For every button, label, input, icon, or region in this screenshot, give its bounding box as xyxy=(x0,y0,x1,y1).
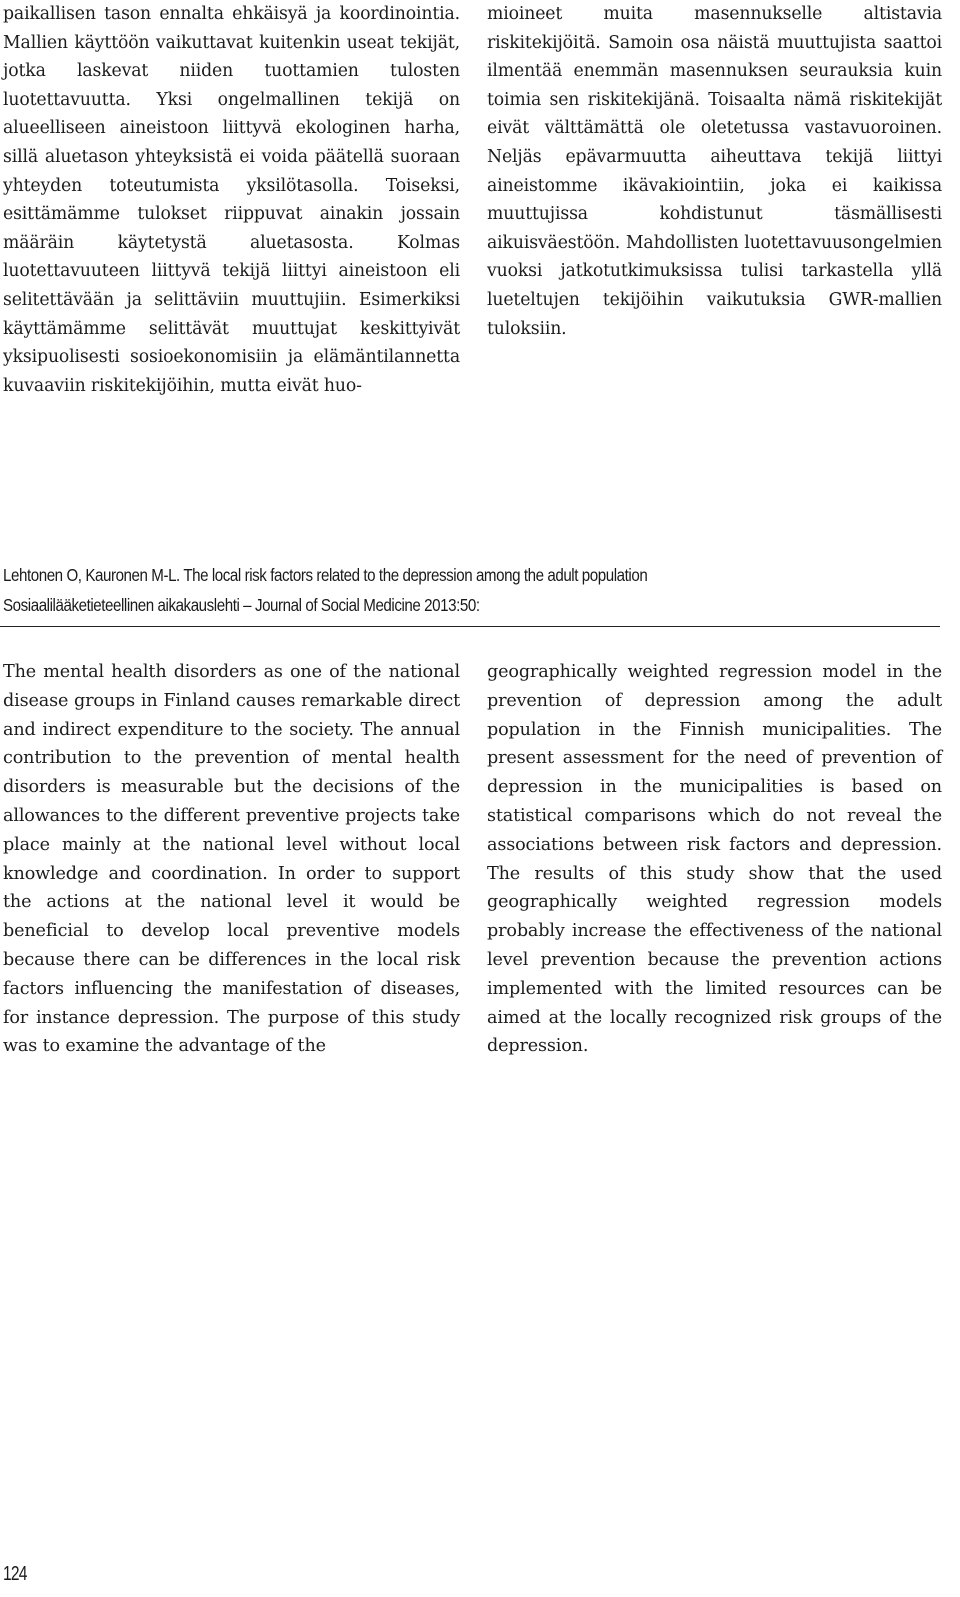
abstract-right-column xyxy=(487,658,942,1061)
page-number: 124 xyxy=(3,1563,27,1585)
abstract-paragraph-right: geographically weighted regression model in the prevention of depression among the adult population in the Finnish municipalities. The present assessment for the need of prevention of depression in the municipalities is based on statistical comparisons which do not reveal the associations between risk factors and depression. The results of this study show that the used geographically weighted regression models probably increase the effectiveness of the national level prevention because the prevention actions implemented with the limited resources can be aimed at the locally recognized risk groups of the depression. xyxy=(487,662,942,1057)
section-divider xyxy=(0,626,940,627)
finnish-paragraph-right: mioineet muita masennukselle altistavia riskitekijöitä. Samoin osa näistä muuttujista saattoi ilmentää enemmän masennuksen seurauksia kuin toimia sen riskitekijänä. Toisaalta nämä riskitekijät eivät välttämättä ole oletetussa vastavuoroinen. Neljäs epävarmuutta aiheuttava tekijä liittyi aineistomme ikävakiointiin, joka ei kaikissa muuttujissa kohdistunut täsmällisesti aikuisväestöön. Mahdollisten luotettavuusongelmien vuoksi jatkotutkimuksissa tulisi tarkastella yllä lueteltujen tekijöihin vaikutuksia GWR-mallien tuloksiin. xyxy=(487,4,942,339)
finnish-text-right-column xyxy=(487,0,942,343)
reference-line-journal: Sosiaalilääketieteellinen aikakauslehti – Journal of Social Medicine 2013:50: xyxy=(3,595,480,615)
abstract-left-column xyxy=(3,658,460,1061)
abstract-paragraph-left: The mental health disorders as one of the national disease groups in Finland causes remarkable direct and indirect expenditure to the society. The annual contribution to the prevention of mental health disorders is measurable but the decisions of the allowances to the different preventive projects take place mainly at the national level without local knowledge and coordination. In order to support the actions at the national level it would be beneficial to develop local preventive models because there can be differences in the local risk factors influencing the manifestation of diseases, for instance depression. The purpose of this study was to examine the advantage of the xyxy=(3,662,460,1057)
reference-line-authors-title: Lehtonen O, Kauronen M-L. The local risk factors related to the depression among the adult population xyxy=(3,565,648,585)
finnish-paragraph-left: paikallisen tason ennalta ehkäisyä ja koordinointia. Mallien käyttöön vaikuttavat kuitenkin useat tekijät, jotka laskevat niiden tuottamien tulosten luotettavuutta. Yksi ongelmallinen tekijä on alueelliseen aineistoon liittyvä ekologinen harha, sillä aluetason yhteyksistä ei voida päätellä suoraan yhteyden toteutumista yksilötasolla. Toiseksi, esittämämme tulokset riippuvat ainakin jossain määräin käytetystä aluetasosta. Kolmas luotettavuuteen liittyvä tekijä liittyi aineistoon eli selitettävään ja selittäviin muuttujiin. Esimerkiksi käyttämämme selittävät muuttujat keskittyivät yksipuolisesti sosioekonomisiin ja elämäntilannetta kuvaaviin riskitekijöihin, mutta eivät huo- xyxy=(3,4,460,396)
finnish-text-left-column xyxy=(3,0,460,400)
